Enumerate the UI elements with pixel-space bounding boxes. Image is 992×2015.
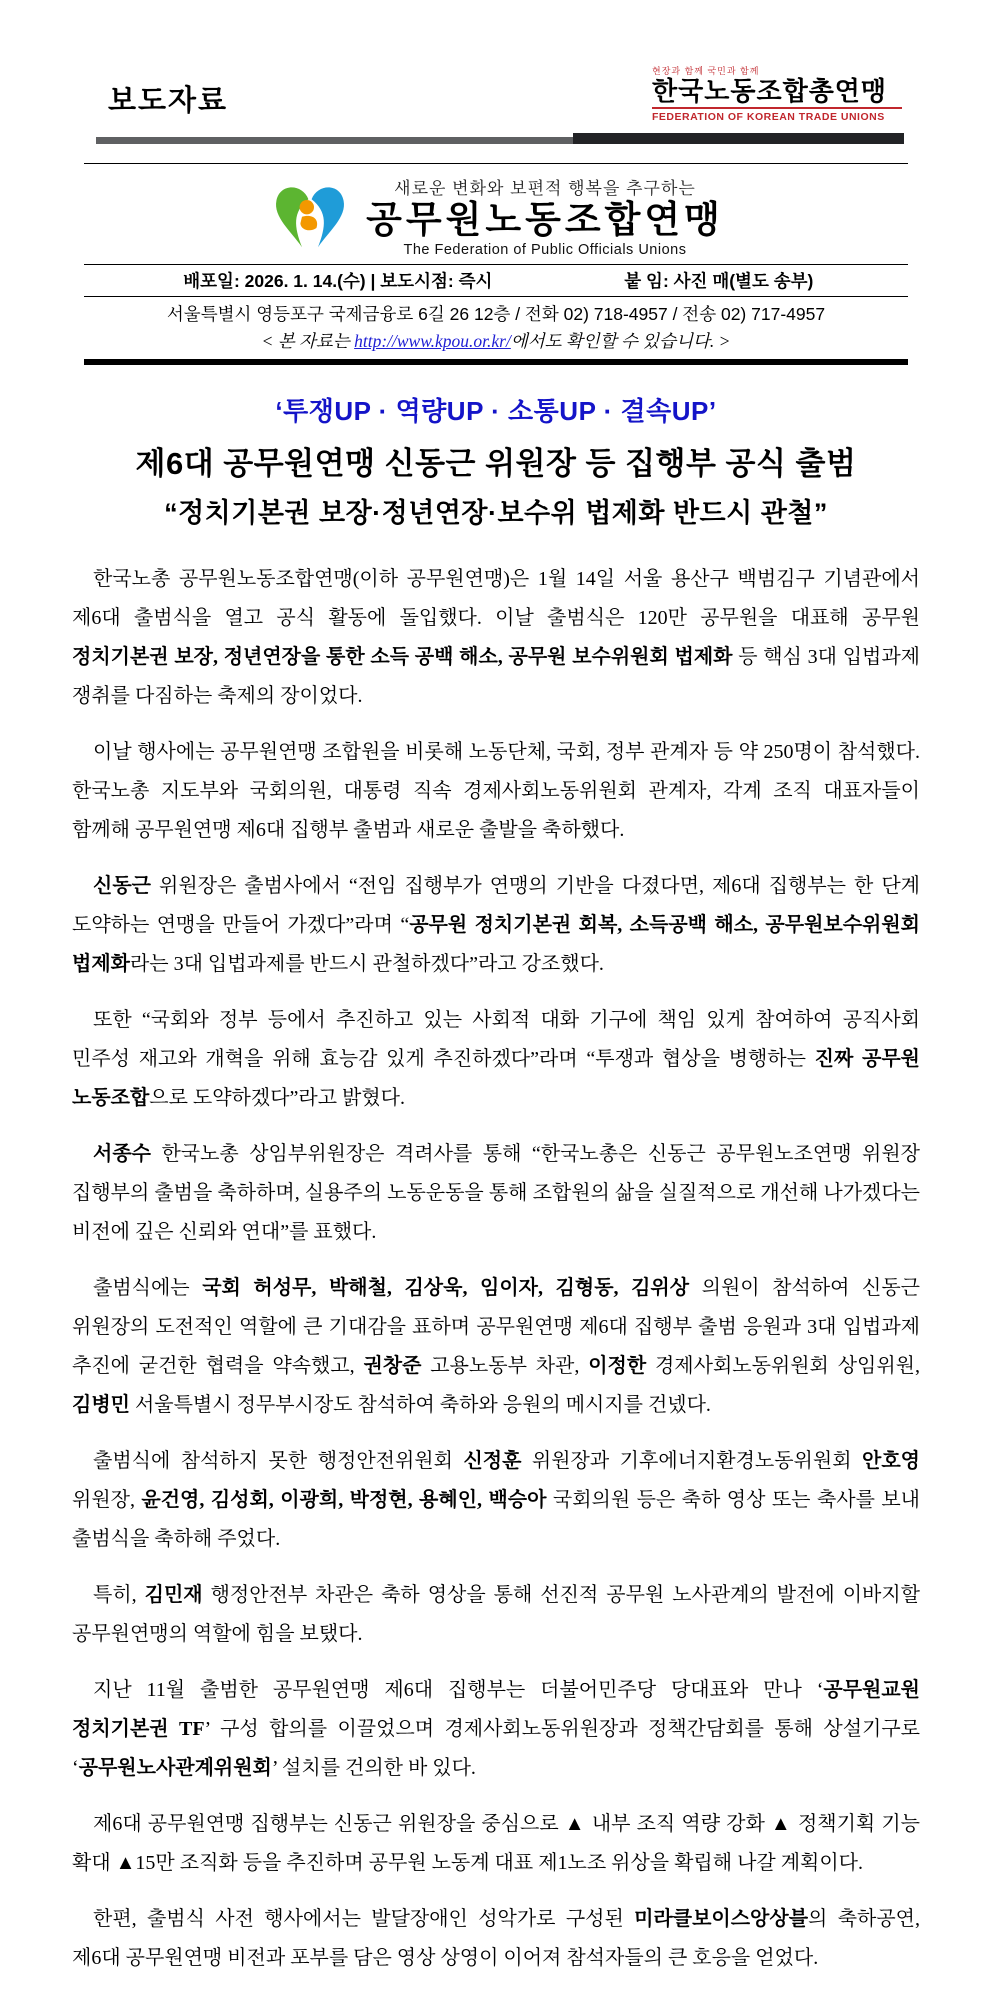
fktu-logo <box>652 64 902 123</box>
header-bar-dark <box>573 133 904 144</box>
body-paragraph: 한국노총 공무원노동조합연맹(이하 공무원연맹)은 1월 14일 서울 용산구 백범김구 기념관에서 제6대 출범식을 열고 공식 활동에 돌입했다. 이날 출범식은 120만 공무원을 대표해 공무원 정치기본권 보장, 정년연장을 통한 소득 공백 해소, 공무원 보수위원회 법제화 등 핵심 3대 입법과제 쟁취를 다짐하는 축제의 장이었다. <box>72 568 921 708</box>
fktu-name-en: FEDERATION OF KOREAN TRADE UNIONS <box>652 111 885 124</box>
website-note-prefix: < 본 자료는 <box>261 331 355 352</box>
fktu-slogan: 현장과 함께 국민과 함께 <box>652 66 760 76</box>
header-two-tone-bar <box>96 131 904 145</box>
body-paragraph: 특히, 김민재 행정안전부 차관은 축하 영상을 통해 선진적 공무원 노사관계의 발전에 이바지할 공무원연맹의 역할에 힘을 보탰다. <box>72 1584 920 1646</box>
body-paragraph: 이날 행사에는 공무원연맹 조합원을 비롯해 노동단체, 국회, 정부 관계자 등 약 250명이 참석했다. 한국노총 지도부와 국회의원, 대통령 직속 경제사회노동위원회 관계자, 각계 조직 대표자들이 함께해 공무원연맹 제6대 집행부 출범과 새로운 출발을 축하했다. <box>72 741 920 842</box>
headline-title: 제6대 공무원연맹 신동근 위원장 등 집행부 공식 출범 <box>135 446 857 482</box>
address-contact-line: 서울특별시 영등포구 국제금융로 6길 26 12층 / 전화 02) 718-4957 / 전송 02) 717-4957 <box>166 304 826 325</box>
body-paragraph: 또한 “국회와 정부 등에서 추진하고 있는 사회적 대화 기구에 책임 있게 참여하여 공직사회 민주성 재고와 개혁을 위해 효능감 있게 추진하겠다”라며 “투쟁과 협상을 병행하는 진짜 공무원 노동조합으로 도약하겠다”라고 밝혔다. <box>72 1009 920 1110</box>
fktu-red-rule <box>652 107 902 109</box>
top-header <box>0 64 992 123</box>
headline-subtitle: “정치기본권 보장·정년연장·보수위 법제화 반드시 관철” <box>164 498 828 529</box>
body-paragraph: 신동근 위원장은 출범사에서 “전임 집행부가 연맹의 기반을 다졌다면, 제6대 집행부는 한 단계 도약하는 연맹을 만들어 가겠다”라며 “공무원 정치기본권 회복, 소득공백 해소, 공무원보수위원회 법제화라는 3대 입법과제를 반드시 관철하겠다”라고 강조했다. <box>72 875 920 976</box>
org-name: 공무원노동조합연맹 <box>366 199 724 241</box>
info-row-release <box>0 265 992 296</box>
release-date-line: 배포일: 2026. 1. 14.(수) | 보도시점: 즉시 <box>183 271 493 292</box>
press-release-label: 보도자료 <box>108 85 229 117</box>
union-emblem-icon <box>268 180 352 252</box>
attachment-line: 붙 임: 사진 매(별도 송부) <box>624 271 814 292</box>
header-bar-gray <box>96 137 597 144</box>
body-paragraph: 지난 11월 출범한 공무원연맹 제6대 집행부는 더불어민주당 당대표와 만나 ‘공무원교원 정치기본권 TF’ 구성 합의를 이끌었으며 경제사회노동위원장과 정책간담회를 통해 상설기구로 ‘공무원노사관계위원회’ 설치를 건의한 바 있다. <box>72 1679 920 1780</box>
website-note-suffix: 에서도 확인할 수 있습니다. > <box>510 331 731 352</box>
body-paragraph: 제6대 공무원연맹 집행부는 신동근 위원장을 중심으로 ▲ 내부 조직 역량 강화 ▲ 정책기획 기능 확대 ▲15만 조직화 등을 추진하며 공무원 노동계 대표 제1노조 위상을 확립해 나갈 계획이다. <box>72 1813 920 1875</box>
headline-slogan: ‘투쟁UP · 역량UP · 소통UP · 결속UP’ <box>275 396 717 427</box>
body-paragraph: 한편, 출범식 사전 행사에서는 발달장애인 성악가로 구성된 미라클보이스앙상블의 축하공연, 제6대 공무원연맹 비전과 포부를 담은 영상 상영이 이어져 참석자들의 큰 호응을 얻었다. <box>72 1908 920 1970</box>
headline-block <box>0 391 992 530</box>
body-paragraph: 출범식에는 국회 허성무, 박해철, 김상욱, 임이자, 김형동, 김위상 의원이 참석하여 신동근 위원장의 도전적인 역할에 큰 기대감을 표하며 공무원연맹 제6대 집행부 출범 응원과 3대 입법과제 추진에 굳건한 협력을 약속했고, 권창준 고용노동부 차관, 이정한 경제사회노동위원회 상임위원, 김병민 서울특별시 정무부시장도 참석하여 축하와 응원의 메시지를 건넸다. <box>72 1277 920 1417</box>
body-paragraph: 서종수 한국노총 상임부위원장은 격려사를 통해 “한국노총은 신동근 공무원노조연맹 위원장 집행부의 출범을 축하하며, 실용주의 노동운동을 통해 조합원의 삶을 실질적으로 개선해 나가겠다는 비전에 깊은 신뢰와 연대”를 표했다. <box>72 1143 920 1244</box>
body <box>72 560 920 1978</box>
org-tagline: 새로운 변화와 보편적 행복을 추구하는 <box>394 179 696 199</box>
fktu-name: 한국노동조합총연맹 <box>652 76 888 106</box>
body-paragraph: 출범식에 참석하지 못한 행정안전위원회 신정훈 위원장과 기후에너지환경노동위원회 안호영 위원장, 윤건영, 김성회, 이광희, 박정현, 용혜인, 백승아 국회의원 등은 축하 영상 또는 축사를 보내 출범식을 축하해 주었다. <box>72 1450 920 1551</box>
website-note <box>0 327 992 359</box>
org-text-block <box>366 174 724 258</box>
org-logo-block <box>0 164 992 264</box>
website-link[interactable]: http://www.kpou.or.kr/ <box>354 331 511 352</box>
divider-thick <box>84 359 908 365</box>
org-name-en: The Federation of Public Officials Unions <box>403 242 687 259</box>
